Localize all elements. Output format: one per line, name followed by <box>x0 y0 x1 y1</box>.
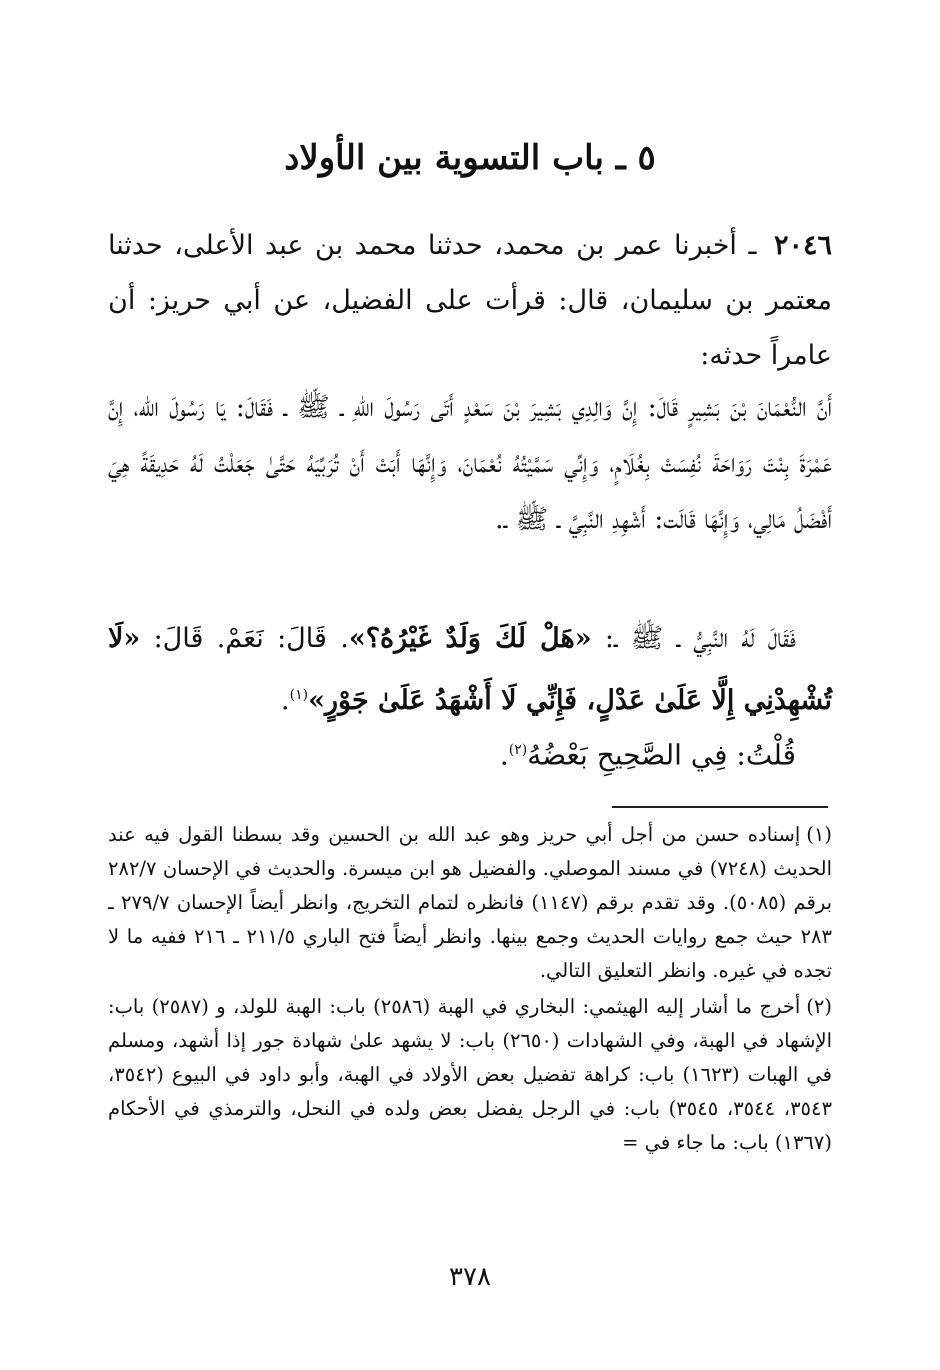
author-comment <box>108 722 832 783</box>
hadith-matn: أَنَّ النُّعْمَانَ بْنَ بَشِيرٍ قَالَ: إِنَّ وَالِدِي بَشِيرَ بْنَ سَعْدٍ أَتَى رَسُولَ اللهِ ـ ﷺ ـ فَقَالَ: يَا رَسُولَ الله، إِنَّ عَمْرَةَ بِنْتَ رَوَاحَةَ نُفِسَتْ بِغُلَامٍ، وَإِنِّي سَمَّيْتُهُ نُعْمَانَ، وَإِنَّهَا أَبَتْ أَنْ تُرَبِّيَهُ حَتَّىٰ جَعَلْتُ لَهُ حَدِيقَةً هِيَ أَفْضَلُ مَالِي، وَإِنَّهَا قَالَت: أَشْهِدِ النَّبِيَّ ـ ﷺ ـ. <box>108 392 832 535</box>
footnote-divider <box>612 806 828 808</box>
hadith-dialogue <box>108 610 832 729</box>
footnote-2 <box>108 990 832 1160</box>
dialogue-reply: . قَالَ: نَعَمْ. قَالَ: <box>153 623 349 654</box>
isnad-text: ـ أخبرنا عمر بن محمد، حدثنا محمد بن عبد الأعلى، حدثنا معتمر بن سليمان، قال: قرأت على الفضيل، عن أبي حريز: أن عامراً حدثه: <box>108 230 832 371</box>
footnote-ref-2[interactable]: (٢) <box>508 742 528 758</box>
ruling-end: . <box>281 685 290 716</box>
footnote-number: (٢) <box>806 995 832 1018</box>
hadith-isnad <box>108 218 832 383</box>
prophet-question: «هَلْ لَكَ وَلَدٌ غَيْرُهُ؟» <box>348 623 592 654</box>
dialogue-intro: فَقَالَ لَهُ النَّبِيُّ ـ ﷺ ـ: <box>604 623 796 654</box>
qultu-text: قُلْتُ: فِي الصَّحِيحِ بَعْضُهُ <box>527 738 796 772</box>
footnote-text: أخرج ما أشار إليه الهيثمي: البخاري في الهبة (٢٥٨٦) باب: الهبة للولد، و (٢٥٨٧) باب: الإشهاد في الهبة، وفي الشهادات (٢٦٥٠) باب: لا يشهد علىٰ شهادة جور إذا أشهد، ومسلم في الهبات (١٦٢٣) باب: كراهة تفضيل بعض الأولاد في الهبة، وأبو داود في البيوع (٣٥٤٢، ٣٥٤٣، ٣٥٤٤، ٣٥٤٥) باب: في الرجل يفضل بعض ولده في النحل، والترمذي في الأحكام (١٣٦٧) باب: ما جاء في = <box>108 995 832 1154</box>
prophet-ruling: «لَا تُشْهِدْنِي إِلَّا عَلَىٰ عَدْلٍ، فَإِنِّي لَا أَشْهَدُ عَلَىٰ جَوْرٍ» <box>108 623 832 716</box>
top-margin <box>0 0 940 120</box>
footnote-1 <box>108 818 832 988</box>
footnote-ref-1[interactable]: (١) <box>289 687 309 703</box>
hadith-number: ٢٠٤٦ <box>773 230 832 261</box>
footnote-text: إسناده حسن من أجل أبي حريز وهو عبد الله بن الحسين وقد بسطنا القول فيه عند الحديث (٧٢٤٨) في مسند الموصلي. والفضيل هو ابن ميسرة. والحديث في الإحسان ٢٨٢/٧ برقم (٥٠٨٥). وقد تقدم برقم (١١٤٧) فانظره لتمام التخريج، وانظر أيضاً الإحسان ٢٧٩/٧ ـ ٢٨٣ حيث جمع روايات الحديث وجمع بينها. وانظر أيضاً فتح الباري ٢١١/٥ ـ ٢١٦ ففيه ما لا تجده في غيره. وانظر التعليق التالي. <box>108 823 833 982</box>
footnote-number: (١) <box>806 823 832 846</box>
page-number: ٣٧٨ <box>449 1262 491 1292</box>
chapter-title: ٥ ـ باب التسوية بين الأولاد <box>284 138 656 178</box>
qultu-end: . <box>499 738 509 772</box>
footnotes <box>108 818 832 1162</box>
